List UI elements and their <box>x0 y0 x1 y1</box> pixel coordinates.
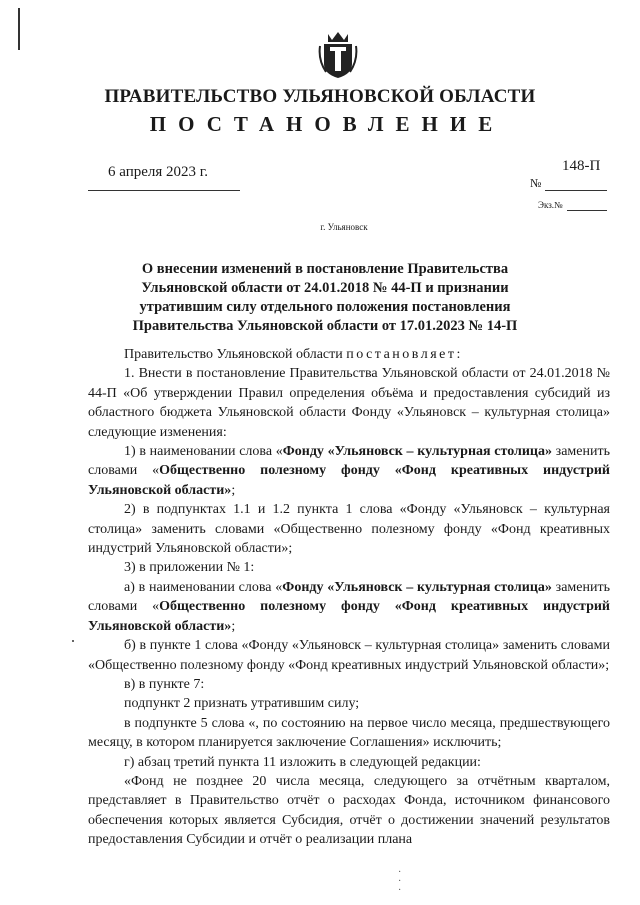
text-fragment: заменить словами « <box>88 579 610 615</box>
text-fragment: ; <box>231 482 236 498</box>
ulyanovsk-coat-of-arms-icon <box>318 30 358 80</box>
paragraph-1-2: 2) в подпунктах 1.1 и 1.2 пункта 1 слова «Фонду «Ульяновск – культурная столица» заменить словами «Общественно полезному фонду «Фонд креативных индустрий Ульяновской области»; <box>88 502 610 557</box>
paragraph-subitem-5: в подпункте 5 слова «, по состоянию на первое число месяца, предшествующего месяцу, в котором планируется заключение Соглашения» исключить; <box>88 715 610 751</box>
paragraph-subitem-2: подпункт 2 признать утратившим силу; <box>124 696 360 712</box>
paragraph-1-1 <box>88 442 610 500</box>
binding-mark <box>18 8 20 50</box>
paragraph-1-3-g: г) абзац третий пункта 11 изложить в следующей редакции: <box>124 754 481 770</box>
bold-old-name: Фонду «Ульяновск – культурная столица» <box>282 444 552 460</box>
copy-number-label: Экз.№ <box>538 200 563 210</box>
date-underline <box>88 190 240 191</box>
page-edge-marks: · · · <box>398 867 402 896</box>
intro-paragraph <box>88 345 610 364</box>
bold-new-name: Общественно полезному фонду «Фонд креативных индустрий Ульяновской области» <box>88 599 610 634</box>
document-number: 148-П <box>562 158 601 174</box>
document-type: ПОСТАНОВЛЕНИЕ <box>149 112 505 136</box>
paragraph-1-3-a <box>88 578 610 636</box>
number-underline <box>545 190 607 191</box>
document-title: О внесении изменений в постановление Правительства Ульяновской области от 24.01.2018 № 44-П и признании утратившим силу отдельного положения постановления Правительства Ульяновской области от 17.01.2023 № 14-П <box>132 261 518 334</box>
bold-new-name: Общественно полезному фонду «Фонд креативных индустрий Ульяновской области» <box>88 463 610 498</box>
paragraph-new-wording: «Фонд не позднее 20 числа месяца, следующего за отчётным кварталом, представляет в Правительство отчёт о расходах Фонда, источником финансового обеспечения которых является Субсидия, отчёт о достижении значений результатов предоставления Субсидии и отчёт о реализации плана <box>88 773 610 848</box>
text-fragment: 1) в наименовании слова « <box>124 444 283 460</box>
paragraph-1: 1. Внести в постановление Правительства Ульяновской области от 24.01.2018 № 44-П «Об утверждении Правил определения объёма и предоставления субсидий из областного бюджета Ульяновской области Фонду «Ульяновск – культурная столица» следующие изменения: <box>88 366 610 440</box>
scan-speck <box>72 640 74 642</box>
paragraph-1-3-v: в) в пункте 7: <box>124 676 205 692</box>
paragraph-1-3: 3) в приложении № 1: <box>124 560 255 576</box>
document-date: 6 апреля 2023 г. <box>108 164 208 180</box>
text-fragment: ; <box>231 618 236 634</box>
document-body <box>88 345 610 850</box>
paragraph-1-3-b: б) в пункте 1 слова «Фонду «Ульяновск – культурная столица» заменить словами «Общественно полезному фонду «Фонд креативных индустрий Ульяновской области»; <box>88 638 610 673</box>
intro-text: Правительство Ульяновской области <box>124 347 347 362</box>
copy-number-underline <box>567 210 607 211</box>
text-fragment: заменить словами « <box>88 444 610 479</box>
decree-word: постановляет: <box>346 347 463 362</box>
government-name: ПРАВИТЕЛЬСТВО УЛЬЯНОВСКОЙ ОБЛАСТИ <box>104 86 536 107</box>
city: г. Ульяновск <box>320 222 368 232</box>
bold-old-name: Фонду «Ульяновск – культурная столица» <box>282 579 552 595</box>
number-label: № <box>530 176 542 190</box>
text-fragment: а) в наименовании слова « <box>124 579 283 595</box>
